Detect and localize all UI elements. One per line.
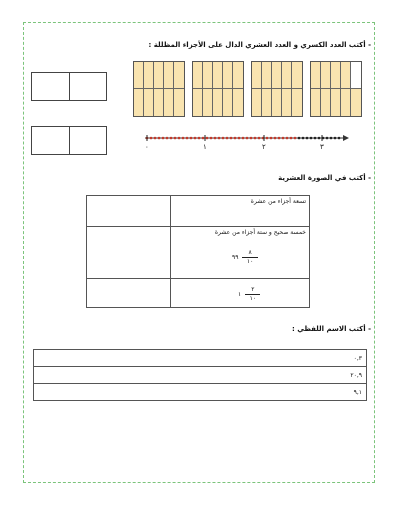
grid-cell (174, 89, 184, 116)
shaded-grid (310, 61, 362, 117)
grid-cell (341, 62, 351, 89)
number-line-dot (214, 137, 217, 140)
number-line-dot (190, 137, 193, 140)
decimal-form-table (86, 195, 310, 308)
decimal-value: ٢٠,٩ (350, 371, 362, 379)
number-line-dot (166, 137, 169, 140)
number-line-dot (318, 137, 321, 140)
table-row (87, 279, 310, 308)
number-line-dot (206, 137, 209, 140)
grid-cell (272, 89, 282, 116)
mixed-number (174, 286, 306, 303)
grid-cell (282, 62, 292, 89)
decimal-cell (34, 350, 367, 367)
decimal-cell (34, 367, 367, 384)
number-line-dot (230, 137, 233, 140)
arrow-icon (343, 135, 349, 141)
table-row (34, 384, 367, 401)
number-line-dot (334, 137, 337, 140)
number-line-dot (170, 137, 173, 140)
grid-cell (164, 89, 174, 116)
grid-cell (223, 62, 233, 89)
grid-cell (193, 62, 203, 89)
number-line-dot (258, 137, 261, 140)
numerator: ٢ (245, 286, 260, 295)
number-line-label: ٣ (320, 143, 324, 151)
answer-cell[interactable] (87, 196, 171, 227)
grid-cell (144, 62, 154, 89)
fraction (242, 249, 257, 266)
denominator: ١٠ (246, 258, 254, 265)
number-line-dot (218, 137, 221, 140)
prompt-text: تسعة أجزاء من عشرة (250, 198, 306, 205)
grid-cell (154, 62, 164, 89)
number-line-dot (266, 137, 269, 140)
decimal-value: ٠,٣ (353, 354, 362, 362)
grid-cell (154, 89, 164, 116)
number-line-dot (278, 137, 281, 140)
grid-cell (233, 89, 243, 116)
grid-cell (292, 89, 302, 116)
grid-cell (233, 62, 243, 89)
number-line-dot (246, 137, 249, 140)
answer-box-2[interactable] (31, 126, 107, 155)
table-row (34, 367, 367, 384)
question-3-title: - أكتب الاسم اللفظي : (292, 325, 371, 333)
prompt-cell (171, 279, 310, 308)
number-line-dot (154, 137, 157, 140)
grid-cell (311, 89, 321, 116)
number-line-dot (182, 137, 185, 140)
number-line-dot (314, 137, 317, 140)
numerator: ٨ (242, 249, 257, 258)
whole-part: ١ (238, 291, 242, 298)
number-line-dot (286, 137, 289, 140)
grid-cell (351, 89, 361, 116)
number-line-dot (302, 137, 305, 140)
grid-cell (321, 89, 331, 116)
number-line-label: ٢ (262, 143, 266, 151)
number-line-dot (174, 137, 177, 140)
decimal-value: ٩,١ (353, 388, 362, 396)
denominator: ١٠ (249, 295, 257, 302)
grid-cell (174, 62, 184, 89)
number-line-dot (290, 137, 293, 140)
number-line-dot (306, 137, 309, 140)
prompt-text: خمسة صحيح و ستة أجزاء من عشرة (214, 229, 306, 236)
number-line-dot (222, 137, 225, 140)
shaded-grid (133, 61, 185, 117)
prompt-cell (171, 227, 310, 279)
grid-cell (213, 62, 223, 89)
table-row (87, 227, 310, 279)
fraction (245, 286, 260, 303)
number-line-dot (294, 137, 297, 140)
grid-cell (193, 89, 203, 116)
grid-cell (134, 62, 144, 89)
answer-cell[interactable] (87, 279, 171, 308)
grid-cell (262, 62, 272, 89)
prompt-cell (171, 196, 310, 227)
number-line-dot (270, 137, 273, 140)
number-line-dot (338, 137, 341, 140)
answer-cell-fraction[interactable] (32, 73, 69, 100)
number-line-dot (234, 137, 237, 140)
number-line-dot (282, 137, 285, 140)
number-line-dot (298, 137, 301, 140)
grid-cell (223, 89, 233, 116)
shaded-grid (192, 61, 244, 117)
number-line-dot (226, 137, 229, 140)
grid-cell (321, 62, 331, 89)
number-line-dot (250, 137, 253, 140)
answer-cell[interactable] (87, 227, 171, 279)
table-row (87, 196, 310, 227)
grid-cell (351, 62, 361, 89)
grid-cell (272, 62, 282, 89)
grid-cell (331, 62, 341, 89)
number-line-dot (274, 137, 277, 140)
whole-part: ٩٩ (232, 254, 239, 261)
grid-cell (341, 89, 351, 116)
verbal-name-table (33, 349, 367, 401)
number-line-dot (186, 137, 189, 140)
number-line-label: ٠ (145, 143, 149, 151)
grid-cell (282, 89, 292, 116)
number-line-dot (330, 137, 333, 140)
grid-cell (164, 62, 174, 89)
number-line-dot (254, 137, 257, 140)
number-line-dot (150, 137, 153, 140)
grid-cell (252, 89, 262, 116)
number-line (143, 132, 349, 150)
answer-cell-fraction[interactable] (32, 127, 69, 154)
question-1-title: - أكتب العدد الكسري و العدد العشري الدال على الأجزاء المظللة : (148, 41, 371, 49)
grid-cell (252, 62, 262, 89)
number-line-dot (310, 137, 313, 140)
answer-cell-decimal[interactable] (69, 73, 107, 100)
number-line-dot (158, 137, 161, 140)
number-line-dot (242, 137, 245, 140)
question-2-title: - أكتب في الصورة العشرية (278, 174, 371, 182)
table-row (34, 350, 367, 367)
grid-cell (134, 89, 144, 116)
grid-cell (262, 89, 272, 116)
grid-cell (213, 89, 223, 116)
number-line-dot (194, 137, 197, 140)
number-line-dot (198, 137, 201, 140)
number-line-dot (202, 137, 205, 140)
grid-cell (311, 62, 321, 89)
number-line-dot (178, 137, 181, 140)
grid-cell (144, 89, 154, 116)
answer-box-1[interactable] (31, 72, 107, 101)
grid-cell (292, 62, 302, 89)
number-line-dot (210, 137, 213, 140)
shaded-grid (251, 61, 303, 117)
number-line-dot (238, 137, 241, 140)
decimal-cell (34, 384, 367, 401)
number-line-dot (326, 137, 329, 140)
number-line-dot (162, 137, 165, 140)
mixed-number (174, 249, 306, 266)
grid-cell (331, 89, 341, 116)
answer-cell-decimal[interactable] (69, 127, 107, 154)
number-line-label: ١ (203, 143, 207, 151)
grid-cell (203, 62, 213, 89)
grid-cell (203, 89, 213, 116)
